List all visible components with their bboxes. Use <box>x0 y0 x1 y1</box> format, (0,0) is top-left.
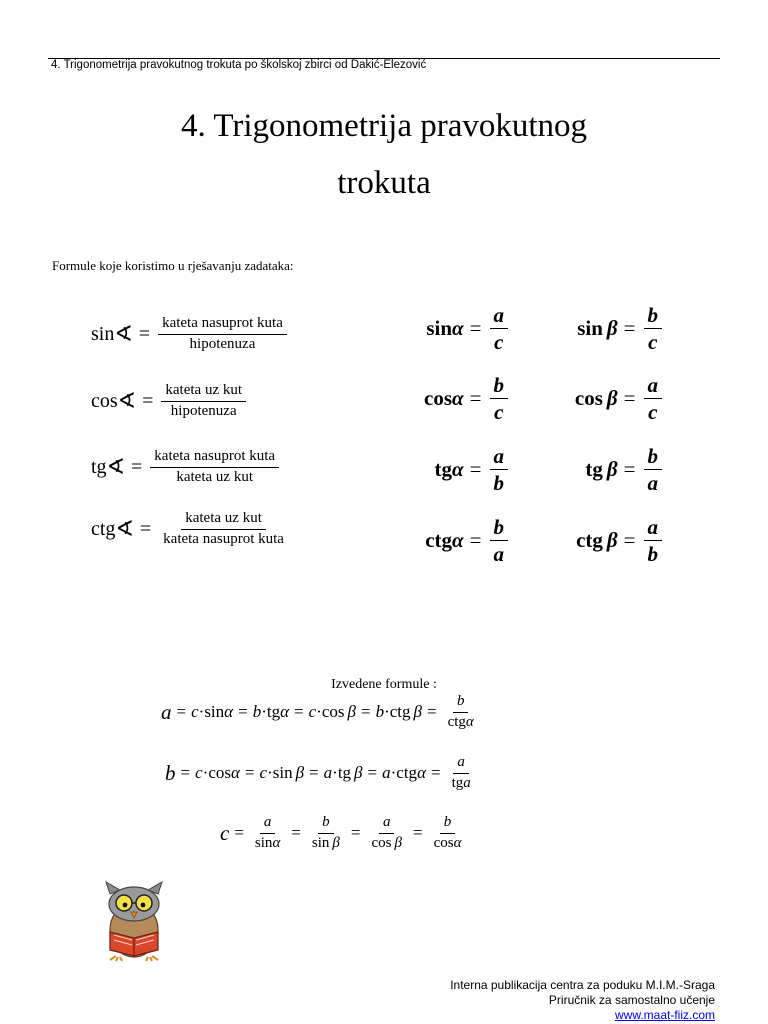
equals-sign: = <box>294 702 304 722</box>
numerator: b <box>644 445 663 470</box>
angle-symbol: ∢ <box>115 516 134 542</box>
definition-sin <box>91 316 289 353</box>
denominator: hipotenuza <box>170 402 237 419</box>
fn-label: tg <box>266 702 281 722</box>
fraction <box>490 374 509 423</box>
numerator: b <box>490 516 509 541</box>
fn-label: cos <box>574 386 603 411</box>
equals-sign: = <box>350 823 361 843</box>
numerator: kateta uz kut <box>181 511 266 530</box>
dot-operator: · <box>390 763 397 783</box>
equals-sign: = <box>234 823 244 843</box>
equals-sign: = <box>469 386 482 411</box>
dot-operator: · <box>316 702 322 722</box>
variable-b: b <box>375 702 385 722</box>
dot-operator: · <box>202 763 209 783</box>
footer-line-1: Interna publikacija centra za poduku M.I.M.-Sraga <box>450 978 715 992</box>
numerator: b <box>644 304 663 329</box>
equals-sign: = <box>180 763 191 783</box>
alpha-symbol: α <box>453 834 462 851</box>
dot-operator: · <box>198 702 205 722</box>
fn-label: sin <box>426 316 453 341</box>
definition-ctg <box>91 511 290 548</box>
variable-a: a <box>161 699 172 724</box>
fn-label: sin <box>272 763 293 783</box>
running-header: 4. Trigonometrija pravokutnog trokuta po školskoj zbirci od Dakić-Elezović <box>51 59 427 71</box>
derived-formula-a <box>161 694 480 731</box>
variable-c: c <box>220 820 230 845</box>
fraction <box>644 516 663 565</box>
variable-c: c <box>259 763 268 783</box>
equals-sign: = <box>623 316 636 341</box>
definition-tg <box>91 449 281 486</box>
variable-a: a <box>323 763 333 783</box>
fraction <box>150 449 279 486</box>
alpha-symbol: α <box>272 834 281 851</box>
fraction <box>490 304 509 353</box>
numerator: b <box>440 815 456 834</box>
denominator: c <box>648 400 658 425</box>
fn-label: sin <box>311 834 330 851</box>
formula-cos-beta <box>575 374 664 423</box>
fraction <box>490 445 509 494</box>
equals-sign: = <box>131 455 143 478</box>
variable-b: b <box>165 760 176 785</box>
variable-c: c <box>308 702 317 722</box>
fn-label: sin <box>204 702 225 722</box>
alpha-symbol: α <box>452 528 464 553</box>
variable-a: a <box>382 763 391 783</box>
numerator: a <box>260 815 276 834</box>
page-title-line-1: 4. Trigonometrija pravokutnog <box>180 108 588 144</box>
numerator: a <box>644 516 663 541</box>
beta-symbol: β <box>606 316 618 341</box>
fraction <box>368 815 406 852</box>
equals-sign: = <box>427 702 437 722</box>
equals-sign: = <box>309 763 319 783</box>
equals-sign: = <box>623 528 636 553</box>
formula-tg-alpha <box>435 445 510 494</box>
alpha-symbol: α <box>417 763 426 783</box>
equals-sign: = <box>176 702 187 722</box>
equals-sign: = <box>431 763 441 783</box>
numerator: kateta nasuprot kuta <box>150 449 279 468</box>
beta-symbol: β <box>606 528 618 553</box>
fraction <box>444 694 478 731</box>
fn-sin: sin <box>91 322 115 345</box>
numerator: a <box>453 755 469 774</box>
denominator <box>430 834 466 852</box>
fraction <box>644 374 663 423</box>
numerator: a <box>490 445 509 470</box>
fn-label: cos <box>433 834 454 851</box>
owl-reading-book-icon <box>96 880 172 962</box>
equals-sign: = <box>367 763 378 783</box>
fn-ctg: ctg <box>91 517 116 540</box>
formula-cos-alpha <box>424 374 510 423</box>
alpha-symbol: α <box>452 457 464 482</box>
alpha-symbol: α <box>452 386 464 411</box>
beta-symbol: β <box>332 834 340 851</box>
equals-sign: = <box>138 322 151 345</box>
numerator: b <box>453 694 469 713</box>
fraction <box>430 815 466 852</box>
fraction <box>448 755 475 792</box>
denominator: a <box>493 542 504 567</box>
equals-sign: = <box>623 386 636 411</box>
equals-sign: = <box>291 823 301 843</box>
angle-symbol: ∢ <box>106 454 125 480</box>
formula-sin-beta <box>577 304 664 353</box>
fn-label: ctg <box>576 528 603 553</box>
denominator <box>444 713 478 731</box>
fn-label: tg <box>451 774 464 791</box>
beta-symbol: β <box>394 834 402 851</box>
numerator: a <box>379 815 395 834</box>
denominator: a <box>647 471 658 496</box>
fn-label: sin <box>254 834 273 851</box>
numerator: kateta uz kut <box>161 383 246 402</box>
variable-c: c <box>195 763 203 783</box>
fn-label: cos <box>371 834 392 851</box>
definition-cos <box>91 383 248 420</box>
denominator: c <box>494 330 504 355</box>
alpha-symbol: α <box>280 702 290 722</box>
angle-symbol: ∢ <box>114 321 133 347</box>
fn-label: cos <box>321 702 345 722</box>
alpha-symbol: α <box>465 713 474 730</box>
fraction <box>490 516 509 565</box>
equals-sign: = <box>244 763 255 783</box>
formula-tg-beta <box>585 445 664 494</box>
derived-formula-c <box>220 815 467 852</box>
fraction <box>161 383 246 420</box>
denominator: kateta nasuprot kuta <box>163 530 284 547</box>
alpha-symbol: α <box>452 316 464 341</box>
equals-sign: = <box>412 823 423 843</box>
equals-sign: = <box>623 457 636 482</box>
fn-label: ctg <box>389 702 411 722</box>
denominator <box>368 834 406 852</box>
dot-operator: · <box>267 763 273 783</box>
formula-ctg-alpha <box>425 516 510 565</box>
fn-cos: cos <box>91 389 118 412</box>
fn-label: tg <box>434 457 453 482</box>
intro-text: Formule koje koristimo u rješavanju zadataka: <box>52 258 294 273</box>
denominator <box>308 834 344 852</box>
formula-sin-alpha <box>426 304 510 353</box>
footer-line-2: Priručnik za samostalno učenje <box>548 993 715 1007</box>
variable-a: a <box>463 774 471 791</box>
derived-formula-b <box>165 755 477 792</box>
equals-sign: = <box>142 389 154 412</box>
equals-sign: = <box>238 702 248 722</box>
fn-label: tg <box>585 457 603 482</box>
angle-symbol: ∢ <box>117 388 137 414</box>
denominator: c <box>648 330 658 355</box>
dot-operator: · <box>332 763 338 783</box>
derived-formulas-label: Izvedene formule : <box>331 677 437 692</box>
numerator: kateta nasuprot kuta <box>158 316 287 335</box>
beta-symbol: β <box>606 386 618 411</box>
beta-symbol: β <box>295 763 305 783</box>
fn-label: cos <box>208 763 231 783</box>
alpha-symbol: α <box>224 702 234 722</box>
dot-operator: · <box>261 702 267 722</box>
fn-label: sin <box>577 316 603 341</box>
denominator: c <box>494 400 504 425</box>
numerator: a <box>644 374 663 399</box>
fraction <box>159 511 288 548</box>
page-title-line-2: trokuta <box>337 165 431 201</box>
beta-symbol: β <box>413 702 422 722</box>
fn-label: ctg <box>447 713 466 730</box>
equals-sign: = <box>469 528 482 553</box>
dot-operator: · <box>384 702 390 722</box>
footer-website-link[interactable]: www.maat-fiiz.com <box>614 1008 715 1022</box>
numerator: b <box>318 815 334 834</box>
fn-tg: tg <box>91 455 107 478</box>
numerator: a <box>490 304 509 329</box>
denominator <box>251 834 284 852</box>
beta-symbol: β <box>347 702 356 722</box>
beta-symbol: β <box>606 457 618 482</box>
numerator: b <box>490 374 509 399</box>
variable-b: b <box>252 702 262 722</box>
fn-label: tg <box>337 763 352 783</box>
denominator: hipotenuza <box>189 335 256 352</box>
fraction <box>251 815 284 852</box>
equals-sign: = <box>469 316 482 341</box>
fraction <box>644 304 663 353</box>
denominator: b <box>647 542 658 567</box>
fn-label: cos <box>424 386 453 411</box>
variable-c: c <box>191 702 199 722</box>
beta-symbol: β <box>354 763 363 783</box>
denominator <box>448 774 475 792</box>
denominator: b <box>493 471 504 496</box>
fraction <box>308 815 344 852</box>
fn-label: ctg <box>396 763 418 783</box>
equals-sign: = <box>139 517 152 540</box>
fraction <box>158 316 287 353</box>
fraction <box>644 445 663 494</box>
alpha-symbol: α <box>230 763 240 783</box>
denominator: kateta uz kut <box>176 468 253 485</box>
equals-sign: = <box>360 702 371 722</box>
formula-ctg-beta <box>576 516 664 565</box>
equals-sign: = <box>469 457 482 482</box>
fn-label: ctg <box>425 528 453 553</box>
